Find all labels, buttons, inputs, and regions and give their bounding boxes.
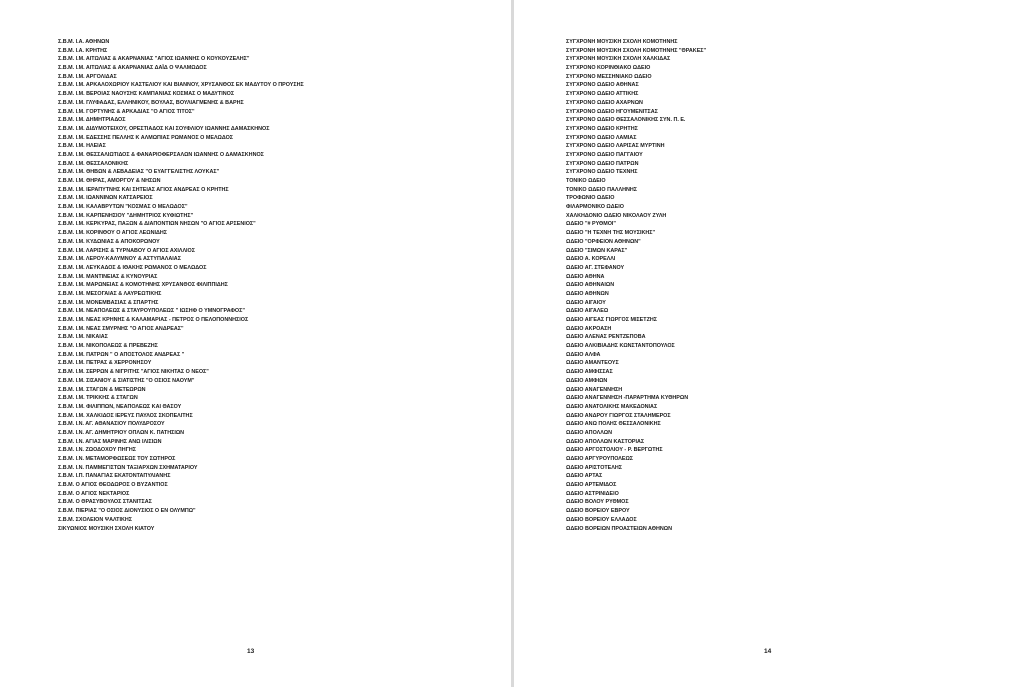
list-item: Σ.Β.Μ. Ι.Μ. ΚΥΔΩΝΙΑΣ & ΑΠΟΚΟΡΩΝΟΥ	[58, 238, 160, 245]
list-item: Σ.Β.Μ. Ι.Μ. ΒΕΡΟΙΑΣ ΝΑΟΥΣΗΣ ΚΑΜΠΑΝΙΑΣ ΚΟΣΜΑΣ Ο ΜΑΔΥΤΙΝΟΣ	[58, 91, 235, 98]
list-item: ΩΔΕΙΟ ΑΡΙΣΤΟΤΕΛΗΣ	[566, 464, 623, 471]
list-item: ΤΟΝΙΚΟ ΩΔΕΙΟ	[566, 178, 606, 184]
list-item: ΩΔΕΙΟ ΑΝΑΓΕΝΝΗΣΗ	[566, 386, 623, 393]
list-item: ΣΥΓΧΡΟΝΟ ΩΔΕΙΟ ΛΑΜΙΑΣ	[566, 134, 637, 141]
list-item: Σ.Β.Μ. Ι.Ν. ΑΓΙΑΣ ΜΑΡΙΝΗΣ ΑΝΩ ΙΛΙΣΙΩΝ	[58, 438, 162, 445]
list-item: ΩΔΕΙΟ ΑΝΑΤΟΛΙΚΗΣ ΜΑΚΕΔΟΝΙΑΣ	[566, 403, 658, 410]
list-item: Σ.Β.Μ. Ι.Μ. ΜΟΝΕΜΒΑΣΙΑΣ & ΣΠΑΡΤΗΣ	[58, 299, 159, 306]
list-item: Σ.Β.Μ. Ι.Μ. ΑΡΓΟΛΙΔΑΣ	[58, 73, 117, 80]
list-item: Σ.Β.Μ. Ο ΑΓΙΟΣ ΘΕΟΔΩΡΟΣ Ο ΒΥΖΑΝΤΙΟΣ	[58, 482, 168, 489]
list-item: ΩΔΕΙΟ ΑΜΑΝΤΕΟΥΣ	[566, 360, 619, 367]
list-item: Σ.Β.Μ. Ι.Α. ΚΡΗΤΗΣ	[58, 47, 108, 54]
list-item: ΩΔΕΙΟ ΒΟΡΕΙΟΥ ΕΒΡΟΥ	[566, 508, 630, 515]
list-item: ΩΔΕΙΟ "# ΡΥΘΜΟΙ"	[566, 221, 616, 228]
list-item: ΣΙΚΥΩΝΙΟΣ ΜΟΥΣΙΚΗ ΣΧΟΛΗ ΚΙΑΤΟΥ	[58, 525, 155, 532]
list-item: ΩΔΕΙΟ ΑΙΓΑΙΟΥ	[566, 299, 606, 306]
list-item: Σ.Β.Μ. Ο ΑΓΙΟΣ ΝΕΚΤΑΡΙΟΣ	[58, 490, 130, 497]
list-item: ΩΔΕΙΟ ΑΘΗΝΑΙΩΝ	[566, 282, 615, 289]
list-item: Σ.Β.Μ. Ι.Μ. ΕΔΕΣΣΗΣ ΠΕΛΛΗΣ Κ ΑΛΜΩΠΙΑΣ ΡΩΜΑΝΟΣ Ο ΜΕΛΩΔΟΣ	[58, 134, 234, 141]
list-item: Σ.Β.Μ. Ι.Μ. ΔΙΔΥΜΟΤΕΙΧΟΥ, ΟΡΕΣΤΙΑΔΟΣ ΚΑΙ ΣΟΥΦΛΙΟΥ ΙΩΑΝΝΗΣ ΔΑΜΑΣΚΗΝΟΣ	[58, 125, 270, 132]
list-item: Σ.Β.Μ. Ι.Μ. ΝΕΑΣ ΣΜΥΡΝΗΣ "Ο ΑΓΙΟΣ ΑΝΔΡΕΑΣ"	[58, 325, 184, 332]
list-item: Σ.Β.Μ. Ι.Μ. ΣΕΡΡΩΝ & ΝΙΓΡΙΤΗΣ "ΑΓΙΟΣ ΝΙΚΗΤΑΣ Ο ΝΕΟΣ"	[58, 369, 209, 376]
list-item: ΩΔΕΙΟ "ΣΙΜΩΝ ΚΑΡΑΣ"	[566, 247, 628, 254]
list-item: Σ.Β.Μ. Ι.Μ. ΓΟΡΤΥΝΗΣ & ΑΡΚΑΔΙΑΣ "Ο ΑΓΙΟΣ ΤΙΤΟΣ"	[58, 108, 195, 115]
list-item: Σ.Β.Μ. Ι.Μ. ΝΙΚΑΙΑΣ	[58, 334, 108, 341]
list-item: Σ.Β.Μ. Ι.Ν. ΑΓ. ΑΘΑΝΑΣΙΟΥ ΠΟΛΥΔΡΟΣΟΥ	[58, 421, 165, 428]
list-item: Σ.Β.Μ. Ι.Μ. ΑΙΤΩΛΙΑΣ & ΑΚΑΡΝΑΝΙΑΣ ΔΑΪΔ Ο ΨΑΛΜΩΔΟΣ	[58, 65, 207, 72]
list-item: ΩΔΕΙΟ ΑΝΩ ΠΟΛΗΣ ΘΕΣΣΑΛΟΝΙΚΗΣ	[566, 421, 661, 428]
list-item: ΣΥΓΧΡΟΝΗ ΜΟΥΣΙΚΗ ΣΧΟΛΗ ΚΟΜΟΤΗΝΗΣ	[566, 39, 678, 45]
list-item: ΣΥΓΧΡΟΝΟ ΩΔΕΙΟ ΤΕΧΝΗΣ	[566, 169, 638, 176]
list-item: ΩΔΕΙΟ ΑΜΦΙΩΝ	[566, 377, 608, 384]
list-item: ΣΥΓΧΡΟΝΗ ΜΟΥΣΙΚΗ ΣΧΟΛΗ ΧΑΛΚΙΔΑΣ	[566, 56, 671, 63]
list-item: ΩΔΕΙΟ ΑΓ. ΣΤΕΦΑΝΟΥ	[566, 264, 625, 271]
list-item: Σ.Β.Μ. Ι.Μ. ΝΕΑΠΟΛΕΩΣ & ΣΤΑΥΡΟΥΠΟΛΕΩΣ " ΙΩΣΗΦ Ο ΥΜΝΟΓΡΑΦΟΣ"	[58, 308, 245, 315]
list-item: ΤΟΝΙΚΟ ΩΔΕΙΟ ΠΑΛΛΗΝΗΣ	[566, 186, 637, 193]
list-item: ΣΥΓΧΡΟΝΗ ΜΟΥΣΙΚΗ ΣΧΟΛΗ ΚΟΜΟΤΗΝΗΣ "ΘΡΑΚΕΣ"	[566, 47, 707, 54]
list-item: Σ.Β.Μ. Ι.Μ. ΗΛΕΙΑΣ	[58, 143, 106, 150]
list-item: Σ.Β.Μ. Ι.Ν. ΖΩΟΔΟΧΟΥ ΠΗΓΗΣ	[58, 447, 136, 454]
list-item: Σ.Β.Μ. Ι.Μ. ΣΙΣΑΝΙΟΥ & ΣΙΑΤΙΣΤΗΣ "Ο ΟΣΙΟΣ ΝΑΟΥΜ"	[58, 377, 195, 384]
list-item: Σ.Β.Μ. Ι.Μ. ΠΑΤΡΩΝ " Ο ΑΠΟΣΤΟΛΟΣ ΑΝΔΡΕΑΣ "	[58, 351, 185, 358]
list-item: Σ.Β.Μ. Ι.Μ. ΚΑΡΠΕΝΗΣΙΟΥ "ΔΗΜΗΤΡΙΟΣ ΚΥΦΙΩΤΗΣ"	[58, 212, 194, 219]
list-item: ΩΔΕΙΟ ΑΣΤΡΙΝΙΔΕΙΟ	[566, 490, 619, 497]
list-item: ΩΔΕΙΟ ΒΟΛΟΥ ΡΥΘΜΟΣ	[566, 499, 629, 506]
list-item: Σ.Β.Μ. ΠΙΕΡΙΑΣ "Ο ΟΣΙΟΣ ΔΙΟΝΥΣΙΟΣ Ο ΕΝ ΟΛΥΜΠΩ"	[58, 508, 196, 515]
list-item: ΤΡΟΦΩΝΙΟ ΩΔΕΙΟ	[566, 195, 615, 202]
list-item: ΣΥΓΧΡΟΝΟ ΩΔΕΙΟ ΠΑΤΡΩΝ	[566, 160, 639, 167]
list-item: Σ.Β.Μ. Ι.Μ. ΜΑΝΤΙΝΕΙΑΣ & ΚΥΝΟΥΡΙΑΣ	[58, 273, 158, 280]
list-item: Σ.Β.Μ. Ι.Ν. ΠΑΜΜΕΓΙΣΤΩΝ ΤΑΞΙΑΡΧΩΝ ΣΧΗΜΑΤΑΡΙΟΥ	[58, 464, 198, 471]
list-item: ΩΔΕΙΟ ΑΜΦΙΣΣΑΣ	[566, 369, 613, 376]
list-item: ΩΔΕΙΟ ΒΟΡΕΙΩΝ ΠΡΟΑΣΤΕΙΩΝ ΑΘΗΝΩΝ	[566, 525, 672, 532]
list-item: Σ.Β.Μ. Ι.Μ. ΜΕΣΟΓΑΙΑΣ & ΛΑΥΡΕΩΤΙΚΗΣ	[58, 290, 162, 297]
list-item: ΧΑΛΚΗΔΟΝΙΟ ΩΔΕΙΟ ΝΙΚΟΛΑΟΥ ΖΥΛΗ	[566, 212, 667, 219]
list-item: ΣΥΓΧΡΟΝΟ ΩΔΕΙΟ ΚΡΗΤΗΣ	[566, 125, 638, 132]
list-item: ΣΥΓΧΡΟΝΟ ΜΕΣΣΗΝΙΑΚΟ ΩΔΕΙΟ	[566, 73, 652, 80]
list-item: Σ.Β.Μ. Ι.Α. ΑΘΗΝΩΝ	[58, 39, 110, 45]
list-item: ΩΔΕΙΟ ΑΙΓΕΑΣ ΓΙΩΡΓΟΣ ΜΙΣΕΤΖΗΣ	[566, 317, 657, 323]
list-item: Σ.Β.Μ. Ι.Ν. ΜΕΤΑΜΟΡΦΩΣΕΩΣ ΤΟΥ ΣΩΤΗΡΟΣ	[58, 456, 176, 462]
entry-list	[58, 38, 498, 533]
list-item: Σ.Β.Μ. Ο ΘΡΑΣΥΒΟΥΛΟΣ ΣΤΑΝΙΤΣΑΣ	[58, 499, 152, 506]
list-item: ΣΥΓΧΡΟΝΟ ΚΟΡΙΝΘΙΑΚΟ ΩΔΕΙΟ	[566, 65, 651, 72]
list-item: ΩΔΕΙΟ ΑΛΕΝΑΣ ΡΕΝΤΖΕΠΟΒΑ	[566, 334, 646, 341]
list-item: Σ.Β.Μ. Ι.Μ. ΛΕΡΟΥ-ΚΑΛΥΜΝΟΥ & ΑΣΤΥΠΑΛΑΙΑΣ	[58, 256, 181, 263]
list-item: Σ.Β.Μ. Ι.Ν. ΑΓ. ΔΗΜΗΤΡΙΟΥ ΟΠΛΩΝ Κ. ΠΑΤΗΣΙΩΝ	[58, 429, 185, 436]
list-item: ΩΔΕΙΟ ΑΛΚΙΒΙΑΔΗΣ ΚΩΝΣΤΑΝΤΟΠΟΥΛΟΣ	[566, 343, 675, 350]
list-item: Σ.Β.Μ. Ι.Μ. ΧΑΛΚΙΔΟΣ ΙΕΡΕΥΣ ΠΑΥΛΟΣ ΣΚΟΠΕΛΙΤΗΣ	[58, 412, 193, 419]
list-item: ΦΙΛΑΡΜΟΝΙΚΟ ΩΔΕΙΟ	[566, 204, 624, 211]
list-item: Σ.Β.Μ. Ι.Μ. ΣΤΑΓΩΝ & ΜΕΤΕΩΡΩΝ	[58, 386, 146, 393]
list-item: ΣΥΓΧΡΟΝΟ ΩΔΕΙΟ ΑΘΗΝΑΣ	[566, 82, 639, 89]
document-page-14	[514, 0, 1024, 687]
list-item: ΩΔΕΙΟ ΑΝΔΡΟΥ ΓΙΩΡΓΟΣ ΣΤΑΛΗΜΕΡΟΣ	[566, 412, 671, 419]
list-item: Σ.Β.Μ. Ι.Μ. ΠΕΤΡΑΣ & ΧΕΡΡΟΝΗΣΟΥ	[58, 360, 152, 367]
list-item: ΣΥΓΧΡΟΝΟ ΩΔΕΙΟ ΑΧΑΡΝΩΝ	[566, 99, 643, 106]
list-item: ΩΔΕΙΟ ΑΘΗΝΑ	[566, 273, 605, 280]
list-item: Σ.Β.Μ. Ι.Μ. ΙΕΡΑΠΥΤΝΗΣ ΚΑΙ ΣΗΤΕΙΑΣ ΑΓΙΟΣ ΑΝΔΡΕΑΣ Ο ΚΡΗΤΗΣ	[58, 186, 229, 193]
list-item: Σ.Β.Μ. Ι.Μ. ΘΕΣΣΑΛΟΝΙΚΗΣ	[58, 160, 129, 167]
list-item: ΣΥΓΧΡΟΝΟ ΩΔΕΙΟ ΗΓΟΥΜΕΝΙΤΣΑΣ	[566, 108, 658, 115]
page-number: 13	[247, 648, 255, 655]
list-item: Σ.Β.Μ. Ι.Μ. ΑΙΤΩΛΙΑΣ & ΑΚΑΡΝΑΝΙΑΣ "ΑΓΙΟΣ ΙΩΑΝΝΗΣ Ο ΚΟΥΚΟΥΖΕΛΗΣ"	[58, 56, 250, 63]
list-item: ΩΔΕΙΟ ΑΘΗΝΩΝ	[566, 290, 609, 297]
list-item: ΣΥΓΧΡΟΝΟ ΩΔΕΙΟ ΑΤΤΙΚΗΣ	[566, 91, 639, 98]
list-item: ΩΔΕΙΟ ΑΡΤΕΜΙΔΟΣ	[566, 482, 617, 489]
list-item: Σ.Β.Μ. Ι.Μ. ΜΑΡΩΝΕΙΑΣ & ΚΟΜΟΤΗΝΗΣ ΧΡΥΣΑΝΘΟΣ ΦΙΛΙΠΠΙΔΗΣ	[58, 282, 228, 289]
list-item: Σ.Β.Μ. Ι.Μ. ΛΑΡΙΣΗΣ & ΤΥΡΝΑΒΟΥ Ο ΑΓΙΟΣ ΑΧΙΛΛΙΟΣ	[58, 247, 195, 254]
page-number: 14	[764, 648, 772, 655]
list-item: ΩΔΕΙΟ ΑΡΓΥΡΟΥΠΟΛΕΩΣ	[566, 456, 634, 462]
list-item: Σ.Β.Μ. Ι.Μ. ΘΗΡΑΣ, ΑΜΟΡΓΟΥ & ΝΗΣΩΝ	[58, 178, 161, 184]
list-item: ΩΔΕΙΟ "Η ΤΕΧΝΗ ΤΗΣ ΜΟΥΣΙΚΗΣ"	[566, 230, 656, 237]
list-item: Σ.Β.Μ. Ι.Μ. ΛΕΥΚΑΔΟΣ & ΙΘΑΚΗΣ ΡΩΜΑΝΟΣ Ο ΜΕΛΩΔΟΣ	[58, 264, 207, 271]
list-item: Σ.Β.Μ. Ι.Μ. ΓΛΥΦΑΔΑΣ, ΕΛΛΗΝΙΚΟΥ, ΒΟΥΛΑΣ, ΒΟΥΛΙΑΓΜΕΝΗΣ & ΒΑΡΗΣ	[58, 99, 244, 106]
list-item: ΩΔΕΙΟ ΑΛΦΑ	[566, 351, 601, 358]
list-item: ΩΔΕΙΟ ΑΡΤΑΣ	[566, 473, 603, 480]
list-item: ΩΔΕΙΟ ΑΚΡΟΑΣΗ	[566, 325, 612, 332]
list-item: ΩΔΕΙΟ ΑΡΓΟΣΤΟΛΙΟΥ - Ρ. ΒΕΡΓΩΤΗΣ	[566, 447, 663, 454]
list-item: ΩΔΕΙΟ ΑΠΟΛΛΩΝ ΚΑΣΤΟΡΙΑΣ	[566, 438, 645, 445]
list-item: Σ.Β.Μ. Ι.Μ. ΝΕΑΣ ΚΡΗΝΗΣ & ΚΑΛΑΜΑΡΙΑΣ - ΠΕΤΡΟΣ Ο ΠΕΛΟΠΟΝΝΗΣΙΟΣ	[58, 317, 249, 323]
list-item: Σ.Β.Μ. Ι.Μ. ΚΑΛΑΒΡΥΤΩΝ "ΚΟΣΜΑΣ Ο ΜΕΛΩΔΟΣ"	[58, 204, 188, 211]
list-item: Σ.Β.Μ. Ι.Μ. ΙΩΑΝΝΙΝΩΝ ΚΑΤΣΑΡΕΙΟΣ	[58, 195, 153, 202]
list-item: Σ.Β.Μ. Ι.Μ. ΝΙΚΟΠΟΛΕΩΣ & ΠΡΕΒΕΖΗΣ	[58, 343, 158, 350]
list-item: ΩΔΕΙΟ Α. ΚΟΡΕΛΛΙ	[566, 256, 616, 263]
entry-list	[566, 38, 1006, 533]
list-item: Σ.Β.Μ. Ι.Μ. ΤΡΙΚΚΗΣ & ΣΤΑΓΩΝ	[58, 395, 138, 402]
list-item: Σ.Β.Μ. Ι.Π. ΠΑΝΑΓΙΑΣ ΕΚΑΤΟΝΤΑΠΥΛΙΑΝΗΣ	[58, 473, 171, 480]
list-item: ΩΔΕΙΟ "ΟΡΦΕΙΟΝ ΑΘΗΝΩΝ"	[566, 238, 641, 245]
list-item: ΩΔΕΙΟ ΑΝΑΓΕΝΝΗΣΗ -ΠΑΡΑΡΤΗΜΑ ΚΥΘΗΡΩΝ	[566, 395, 689, 402]
list-item: ΣΥΓΧΡΟΝΟ ΩΔΕΙΟ ΘΕΣΣΑΛΟΝΙΚΗΣ ΣΥΝ. Π. Ε.	[566, 117, 686, 124]
list-item: Σ.Β.Μ. Ι.Μ. ΦΙΛΙΠΠΩΝ, ΝΕΑΠΟΛΕΩΣ ΚΑΙ ΘΑΣΟΥ	[58, 403, 182, 410]
list-item: Σ.Β.Μ. Ι.Μ. ΘΗΒΩΝ & ΛΕΒΑΔΕΙΑΣ "Ο ΕΥΑΓΓΕΛΙΣΤΗΣ ΛΟΥΚΑΣ"	[58, 169, 220, 176]
list-item: ΩΔΕΙΟ ΑΙΓΑΛΕΩ	[566, 308, 609, 315]
list-item: ΣΥΓΧΡΟΝΟ ΩΔΕΙΟ ΛΑΡΙΣΑΣ ΜΥΡΤΙΝΗ	[566, 143, 665, 150]
list-item: Σ.Β.Μ. Ι.Μ. ΔΗΜΗΤΡΙΑΔΟΣ	[58, 117, 126, 124]
list-item: ΣΥΓΧΡΟΝΟ ΩΔΕΙΟ ΠΑΓΓΑΙΟΥ	[566, 151, 643, 158]
list-item: Σ.Β.Μ. Ι.Μ. ΚΕΡΚΥΡΑΣ, ΠΑΞΩΝ & ΔΙΑΠΟΝΤΙΩΝ ΝΗΣΩΝ "Ο ΑΓΙΟΣ ΑΡΣΕΝΙΟΣ"	[58, 221, 256, 228]
list-item: Σ.Β.Μ. Ι.Μ. ΚΟΡΙΝΘΟΥ Ο ΑΓΙΟΣ ΛΕΩΝΙΔΗΣ	[58, 230, 167, 237]
list-item: ΩΔΕΙΟ ΒΟΡΕΙΟΥ ΕΛΛΑΔΟΣ	[566, 516, 637, 523]
list-item: ΩΔΕΙΟ ΑΠΟΛΛΩΝ	[566, 429, 613, 436]
list-item: Σ.Β.Μ. Ι.Μ. ΑΡΚΑΛΟΧΩΡΙΟΥ ΚΑΣΤΕΛΙΟΥ ΚΑΙ ΒΙΑΝΝΟΥ, ΧΡΥΣΑΝΘΟΣ ΕΚ ΜΑΔΥΤΟΥ Ο ΠΡΟΥΣΗΣ	[58, 82, 304, 89]
list-item: Σ.Β.Μ. Ι.Μ. ΘΕΣΣΑΛΙΩΤΙΔΟΣ & ΦΑΝΑΡΙΟΦΕΡΣΑΛΩΝ ΙΩΑΝΝΗΣ Ο ΔΑΜΑΣΚΗΝΟΣ	[58, 151, 264, 158]
list-item: Σ.Β.Μ. ΣΧΟΛΕΙΟΝ ΨΑΛΤΙΚΗΣ	[58, 516, 132, 523]
